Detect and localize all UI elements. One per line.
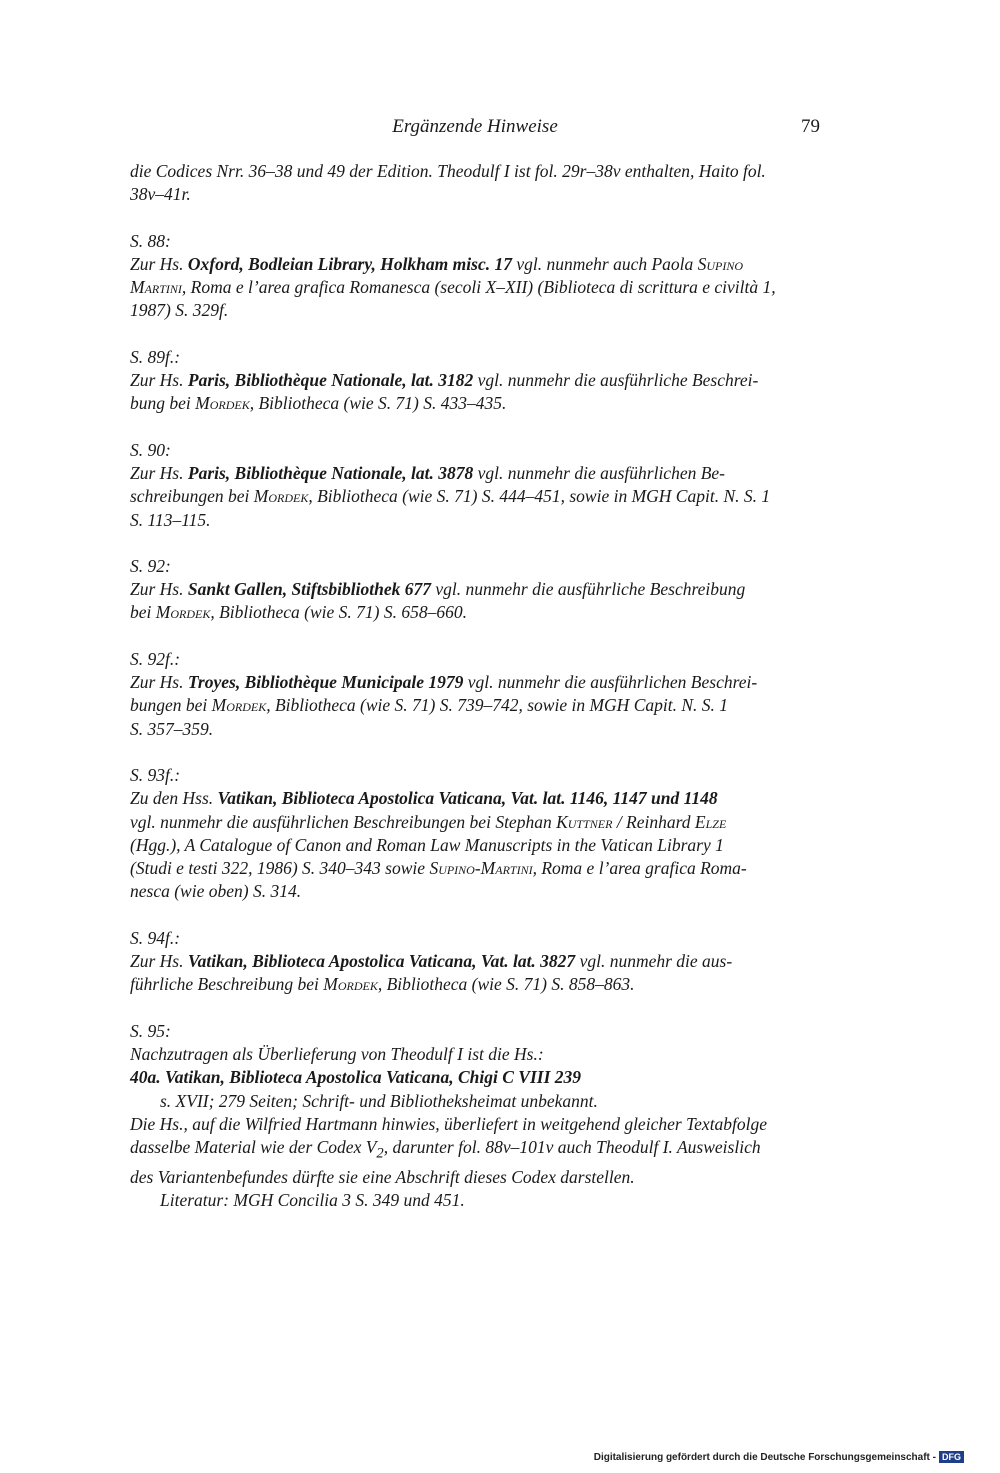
text: (Hgg.), A Catalogue of Canon and Roman Law Manuscripts in the Vatican Library 1 [130, 834, 724, 855]
text: Zur Hs. [130, 579, 188, 600]
manuscript-entry: 40a. Vatikan, Biblioteca Apostolica Vaticana, Chigi C VIII 239 [130, 1067, 582, 1088]
section-heading: S. 95: [130, 1020, 171, 1041]
section-heading: S. 88: [130, 230, 171, 251]
section-s88 [130, 230, 820, 323]
text: 1987) S. 329f. [130, 300, 229, 321]
text: , Bibliotheca (wie S. 71) S. 739–742, sowie in MGH Capit. N. S. 1 [266, 695, 729, 716]
footer-text: Digitalisierung gefördert durch die Deutsche Forschungsgemeinschaft - [593, 1451, 936, 1463]
manuscript-name: Oxford, Bodleian Library, Holkham misc. 17 [187, 253, 512, 274]
text: , Roma e l’area grafica Romanesca (secoli X–XII) (Biblioteca di scrittura e civiltà 1, [181, 277, 776, 298]
text: bungen bei [130, 695, 212, 716]
section-heading: S. 90: [130, 439, 171, 460]
text: , darunter fol. 88v–101v auch Theodulf I. Ausweislich [383, 1137, 761, 1158]
author-name: Mordek [253, 486, 309, 507]
text: Nachzutragen als Überlieferung von Theodulf I ist die Hs.: [130, 1043, 544, 1064]
text: Zur Hs. [130, 253, 188, 274]
text: , Bibliotheca (wie S. 71) S. 858–863. [377, 974, 635, 995]
section-heading: S. 92f.: [130, 648, 181, 669]
text: bei [130, 602, 156, 623]
section-s95 [130, 1020, 820, 1213]
text: / Reinhard [612, 811, 695, 832]
author-name: Mordek [323, 974, 378, 995]
text-line: 38v–41r. [130, 184, 191, 205]
text: vgl. nunmehr die aus- [575, 951, 733, 972]
author-name: Supino-Martini [429, 858, 533, 879]
text: Die Hs., auf die Wilfried Hartmann hinwies, überliefert in weitgehend gleicher Textabfolge [130, 1113, 768, 1134]
text: vgl. nunmehr die ausführliche Beschrei- [473, 370, 759, 391]
text: vgl. nunmehr die ausführlichen Beschrei- [463, 672, 758, 693]
footer-credit [594, 1451, 964, 1463]
section-body [130, 1043, 820, 1090]
manuscript-name: Paris, Bibliothèque Nationale, lat. 3878 [187, 462, 474, 483]
intro-paragraph [130, 160, 820, 207]
text: des Variantenbefundes dürfte sie eine Abschrift dieses Codex darstellen. [130, 1166, 635, 1187]
manuscript-name: Vatikan, Biblioteca Apostolica Vaticana, Vat. lat. 3827 [187, 951, 576, 972]
section-s94 [130, 927, 820, 997]
author-name: Mordek [195, 393, 250, 414]
section-s90 [130, 439, 820, 532]
author-name: Martini [130, 277, 182, 298]
text: (Studi e testi 322, 1986) S. 340–343 sowie [130, 858, 430, 879]
text: Zur Hs. [130, 462, 188, 483]
section-heading: S. 89f.: [130, 346, 181, 367]
manuscript-name: Vatikan, Biblioteca Apostolica Vaticana, Vat. lat. 1146, 1147 und 1148 [217, 788, 718, 809]
text: , Bibliotheca (wie S. 71) S. 658–660. [210, 602, 467, 623]
author-name: Elze [694, 811, 727, 832]
text: nesca (wie oben) S. 314. [130, 881, 302, 902]
text-line: die Codices Nrr. 36–38 und 49 der Edition. Theodulf I ist fol. 29r–38v enthalten, Haito fol. [130, 161, 766, 181]
text: vgl. nunmehr auch Paola [511, 253, 698, 274]
section-body [130, 578, 820, 625]
manuscript-name: Sankt Gallen, Stiftsbibliothek 677 [187, 579, 431, 600]
section-s92 [130, 555, 820, 625]
text: S. 357–359. [130, 718, 214, 739]
page-number: 79 [801, 116, 820, 137]
author-name: Supino [697, 253, 744, 274]
section-s89 [130, 346, 820, 416]
author-name: Mordek [155, 602, 211, 623]
section-body [130, 950, 820, 997]
dfg-logo: DFG [939, 1451, 964, 1463]
section-heading: S. 93f.: [130, 764, 181, 785]
author-name: Mordek [211, 695, 267, 716]
text: Zur Hs. [130, 951, 188, 972]
section-body [130, 1113, 820, 1189]
subscript: 2 [376, 1145, 384, 1162]
text: Zu den Hss. [130, 788, 218, 809]
page-content [130, 160, 820, 1212]
text: S. 113–115. [130, 509, 211, 530]
section-body [130, 369, 820, 416]
manuscript-name: Paris, Bibliothèque Nationale, lat. 3182 [187, 370, 474, 391]
text: bung bei [130, 393, 196, 414]
text: , Bibliotheca (wie S. 71) S. 433–435. [249, 393, 507, 414]
text: Zur Hs. [130, 370, 188, 391]
section-heading: S. 94f.: [130, 927, 181, 948]
section-s92f [130, 648, 820, 741]
text: schreibungen bei [130, 486, 254, 507]
page-header [130, 116, 820, 142]
text: , Roma e l’area grafica Roma- [532, 858, 747, 879]
text: dasselbe Material wie der Codex V [130, 1137, 377, 1158]
section-body [130, 671, 820, 741]
literature-reference: Literatur: MGH Concilia 3 S. 349 und 451. [160, 1190, 465, 1211]
text: vgl. nunmehr die ausführlichen Beschreibungen bei Stephan [130, 811, 557, 832]
section-body [130, 253, 820, 323]
section-s93 [130, 764, 820, 904]
text: führliche Beschreibung bei [130, 974, 324, 995]
section-heading: S. 92: [130, 555, 171, 576]
text: , Bibliotheca (wie S. 71) S. 444–451, sowie in MGH Capit. N. S. 1 [308, 486, 771, 507]
text: vgl. nunmehr die ausführliche Beschreibung [430, 579, 746, 600]
section-body [130, 462, 820, 532]
text: vgl. nunmehr die ausführlichen Be- [473, 462, 726, 483]
section-body [130, 787, 820, 903]
running-title: Ergänzende Hinweise [392, 116, 558, 137]
text: Zur Hs. [130, 672, 188, 693]
manuscript-description: s. XVII; 279 Seiten; Schrift- und Bibliotheksheimat unbekannt. [160, 1090, 598, 1111]
manuscript-name: Troyes, Bibliothèque Municipale 1979 [187, 672, 464, 693]
author-name: Kuttner [556, 811, 613, 832]
